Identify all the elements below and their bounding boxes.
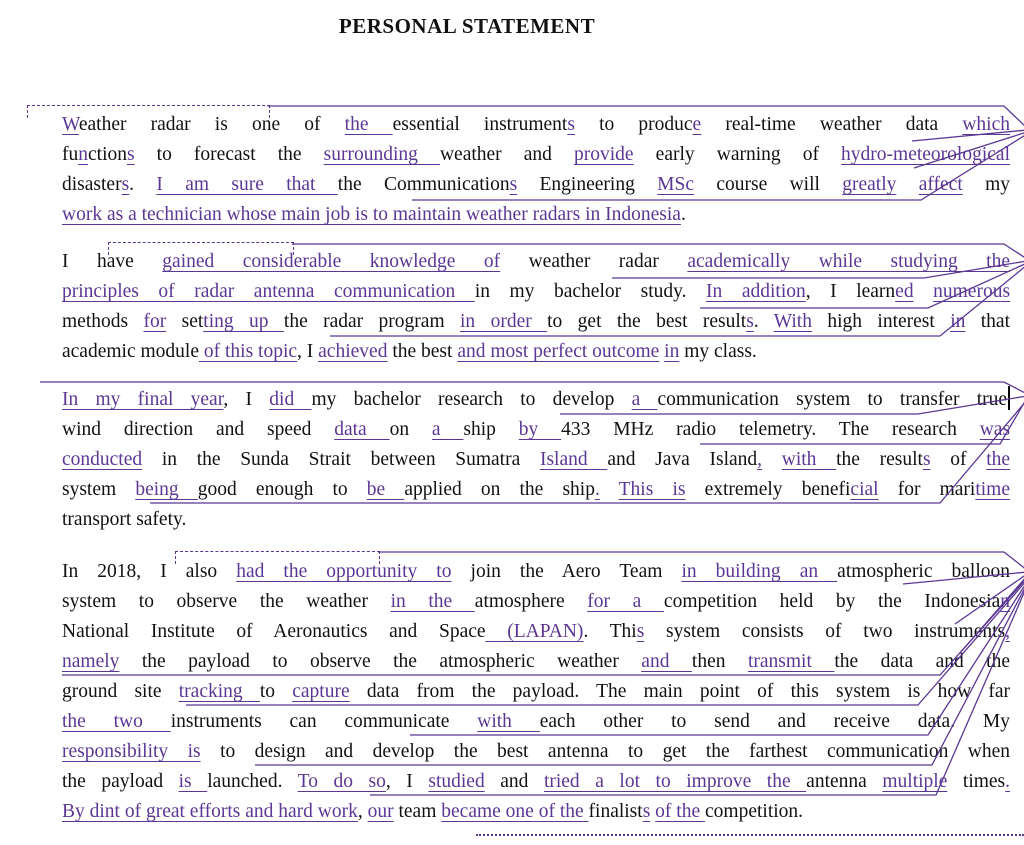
text-run: wind direction and speed xyxy=(62,419,335,440)
text-run: disaster xyxy=(62,174,122,195)
text-run: ction xyxy=(88,144,127,165)
inserted-text-run: and xyxy=(641,651,692,672)
inserted-text-run: by xyxy=(518,419,562,440)
text-run: ground site xyxy=(62,681,179,702)
inserted-text-run: Island xyxy=(539,449,608,470)
text-run: atmosphere xyxy=(474,591,588,612)
text-run: of xyxy=(930,449,987,470)
inserted-text-run: tracking xyxy=(178,681,260,702)
inserted-text-run: In my final year xyxy=(62,389,224,410)
text-line[interactable] xyxy=(62,617,1010,647)
text-run: the radar program xyxy=(283,311,461,332)
inserted-text-run: academically while studying the xyxy=(687,251,1011,272)
inserted-text-run: a xyxy=(631,389,658,410)
text-run: the payload xyxy=(62,771,179,792)
text-run: high interest xyxy=(811,311,951,332)
inserted-text-run: transmit xyxy=(747,651,835,672)
inserted-text-run: s xyxy=(746,311,754,332)
text-run: to produc xyxy=(574,114,693,135)
inserted-text-run: To do so xyxy=(297,771,386,792)
text-run: , I learn xyxy=(805,281,896,302)
text-run xyxy=(600,479,619,500)
text-run: team xyxy=(393,801,442,822)
text-run: antenna xyxy=(806,771,883,792)
text-line[interactable] xyxy=(62,707,1010,737)
text-run: 433 MHz radio telemetry. The research xyxy=(561,419,980,440)
text-run: finalist xyxy=(588,801,643,822)
inserted-text-run: ed xyxy=(895,281,914,302)
inserted-text-run: was xyxy=(979,419,1011,440)
inserted-text-run: did xyxy=(269,389,312,410)
comment-anchor-box-3[interactable] xyxy=(175,551,380,564)
text-line[interactable] xyxy=(62,445,1010,475)
text-run: weather radar xyxy=(500,251,688,272)
text-run: , I xyxy=(385,771,429,792)
text-run: launched. xyxy=(207,771,298,792)
text-run: set xyxy=(166,311,204,332)
text-run: and xyxy=(484,771,544,792)
text-run: methods xyxy=(62,311,144,332)
inserted-text-run: in xyxy=(950,311,966,332)
text-run: , I xyxy=(223,389,270,410)
inserted-text-run: with xyxy=(781,449,837,470)
inserted-text-run: had the opportunity to xyxy=(236,561,452,582)
inserted-text-run: W xyxy=(62,114,79,135)
inserted-text-run: I am sure that xyxy=(156,174,338,195)
inserted-text-run: capture xyxy=(292,681,350,702)
text-run: system xyxy=(62,479,136,500)
paragraph-4 xyxy=(62,557,1010,827)
text-run: to forecast the xyxy=(134,144,324,165)
inserted-text-run: cial xyxy=(850,479,879,500)
paragraph-2 xyxy=(62,247,1010,367)
text-run: real-time weather data xyxy=(701,114,963,135)
inserted-text-run: in building an xyxy=(681,561,838,582)
inserted-text-run: In addition xyxy=(706,281,806,302)
text-run: each other to send and receive data. My xyxy=(539,711,1010,732)
text-run: National Institute of Aeronautics and Space xyxy=(62,621,486,642)
inserted-text-run: the two xyxy=(62,711,171,732)
text-line[interactable] xyxy=(62,200,1010,230)
text-run: communication system to transfer true xyxy=(657,389,1008,410)
inserted-text-run: a xyxy=(431,419,464,440)
document-title: PERSONAL STATEMENT xyxy=(338,14,596,38)
text-run: for mari xyxy=(878,479,976,500)
inserted-text-run: s xyxy=(509,174,518,195)
inserted-text-run: conducted xyxy=(62,449,143,470)
text-run: academic module xyxy=(62,341,199,362)
comment-anchor-box-1[interactable] xyxy=(27,105,270,118)
text-run: , I xyxy=(297,341,319,362)
text-run: Engineering xyxy=(517,174,658,195)
text-run xyxy=(896,174,918,195)
text-run: In 2018, I also xyxy=(62,561,237,582)
inserted-text-run: , xyxy=(1005,621,1010,642)
text-line[interactable] xyxy=(62,647,1010,677)
text-run: weather and xyxy=(439,144,575,165)
inserted-text-run: namely xyxy=(62,651,120,672)
inserted-text-run: in the xyxy=(390,591,475,612)
text-line[interactable] xyxy=(62,415,1010,445)
inserted-text-run: n xyxy=(78,144,88,165)
inserted-text-run: which xyxy=(962,114,1010,135)
text-run: instruments can communicate xyxy=(170,711,478,732)
text-run: , xyxy=(357,801,368,822)
inserted-text-run: the xyxy=(986,449,1011,470)
text-line[interactable] xyxy=(62,140,1010,170)
text-line[interactable] xyxy=(62,737,1010,767)
text-run: atmospheric balloon xyxy=(837,561,1011,582)
inserted-text-run: work as a technician whose main job is to maintain weather radars in Indonesia xyxy=(62,204,681,225)
inserted-text-run: principles of radar antenna communication xyxy=(62,281,475,302)
text-run: in my bachelor study. xyxy=(474,281,707,302)
text-line[interactable] xyxy=(62,505,1010,535)
text-run: and Java Island xyxy=(607,449,758,470)
text-run: to design and develop the best antenna to get the farthest communication when xyxy=(200,741,1011,762)
inserted-text-run: provide xyxy=(574,144,634,165)
text-line[interactable] xyxy=(62,337,1010,367)
text-run: data from the payload. The main point of this system is how far xyxy=(349,681,1011,702)
inserted-text-run: MSc xyxy=(657,174,695,195)
inserted-text-run: in xyxy=(664,341,680,362)
text-cursor xyxy=(1008,386,1010,410)
inserted-text-run: achieved xyxy=(318,341,388,362)
inserted-text-run: By dint of great efforts and hard work xyxy=(62,801,358,822)
inserted-text-run: multiple xyxy=(882,771,948,792)
text-run: applied on the ship xyxy=(404,479,595,500)
inserted-text-run: time xyxy=(975,479,1010,500)
text-line[interactable] xyxy=(62,587,1010,617)
inserted-text-run: n xyxy=(1000,591,1010,612)
text-run xyxy=(914,281,934,302)
text-run: the result xyxy=(836,449,923,470)
inserted-text-run: responsibility is xyxy=(62,741,201,762)
inserted-text-run: became one of the xyxy=(441,801,589,822)
text-run: extremely benefi xyxy=(685,479,851,500)
inserted-text-run: and most perfect outcome xyxy=(457,341,660,362)
text-run: ship xyxy=(463,419,519,440)
text-run: . xyxy=(753,311,774,332)
text-run: essential instrument xyxy=(392,114,568,135)
text-line[interactable] xyxy=(62,277,1010,307)
inserted-text-run: (LAPAN) xyxy=(485,621,584,642)
text-run: . xyxy=(129,174,157,195)
inserted-text-run: surrounding xyxy=(323,144,440,165)
text-run: join the Aero Team xyxy=(451,561,682,582)
inserted-text-run: numerous xyxy=(933,281,1011,302)
text-run: course will xyxy=(694,174,843,195)
text-line[interactable] xyxy=(62,307,1010,337)
text-run: good enough to xyxy=(197,479,367,500)
inserted-text-run: with xyxy=(477,711,540,732)
text-line[interactable] xyxy=(62,677,1010,707)
text-line[interactable] xyxy=(62,475,1010,505)
inserted-text-run: s xyxy=(127,144,135,165)
inserted-text-run: gained considerable knowledge of xyxy=(162,251,501,272)
text-line[interactable] xyxy=(62,170,1010,200)
text-run: in the Sunda Strait between Sumatra xyxy=(142,449,540,470)
comment-anchor-box-2[interactable] xyxy=(108,242,294,255)
text-run: early warning of xyxy=(633,144,842,165)
text-run: . Thi xyxy=(583,621,637,642)
text-line[interactable] xyxy=(62,385,1010,415)
inserted-text-run: , xyxy=(757,449,763,470)
text-run: . xyxy=(680,204,686,225)
inserted-text-run: s xyxy=(567,114,575,135)
text-run: competition held by the Indonesia xyxy=(663,591,1001,612)
inserted-text-run: e xyxy=(692,114,702,135)
inserted-text-run: . xyxy=(1005,771,1011,792)
inserted-text-run: tried a lot to improve the xyxy=(543,771,807,792)
inserted-text-run: in order xyxy=(460,311,548,332)
text-run: on xyxy=(389,419,432,440)
text-run: that xyxy=(965,311,1010,332)
text-run: competition. xyxy=(705,801,804,822)
inserted-text-run: data xyxy=(334,419,390,440)
inserted-text-run: With xyxy=(773,311,812,332)
text-run: my class. xyxy=(679,341,757,362)
text-run: system to observe the weather xyxy=(62,591,391,612)
inserted-text-run: s xyxy=(642,801,651,822)
comment-anchor-box-bottom[interactable] xyxy=(476,834,1024,836)
inserted-text-run: . xyxy=(594,479,600,500)
text-line[interactable] xyxy=(62,797,1010,827)
inserted-text-run: of the xyxy=(655,801,705,822)
inserted-text-run: of this topic xyxy=(198,341,298,362)
inserted-text-run: being xyxy=(135,479,198,500)
text-run: transport safety. xyxy=(62,509,187,530)
inserted-text-run: s xyxy=(922,449,931,470)
text-run: the data and the xyxy=(834,651,1011,672)
text-run: I have xyxy=(62,251,163,272)
text-run: the best xyxy=(387,341,458,362)
inserted-text-run: greatly xyxy=(842,174,897,195)
inserted-text-run: be xyxy=(366,479,405,500)
inserted-text-run: ting up xyxy=(203,311,284,332)
paragraph-1 xyxy=(62,110,1010,230)
text-run: the Communication xyxy=(337,174,510,195)
inserted-text-run: This is xyxy=(618,479,686,500)
text-line[interactable] xyxy=(62,767,1010,797)
inserted-text-run: our xyxy=(367,801,394,822)
text-run: system consists of two instruments xyxy=(644,621,1006,642)
inserted-text-run: hydro-meteorological xyxy=(841,144,1010,165)
text-run: then xyxy=(691,651,748,672)
text-run: times xyxy=(947,771,1006,792)
inserted-text-run: s xyxy=(121,174,130,195)
inserted-text-run: affect xyxy=(918,174,963,195)
text-run: fu xyxy=(62,144,79,165)
inserted-text-run: studied xyxy=(428,771,485,792)
text-run: eather radar is one of xyxy=(78,114,345,135)
inserted-text-run: is xyxy=(178,771,208,792)
inserted-text-run: for a xyxy=(587,591,664,612)
inserted-text-run: the xyxy=(344,114,393,135)
paragraph-3 xyxy=(62,385,1010,535)
text-run: my bachelor research to develop xyxy=(311,389,632,410)
inserted-text-run: for xyxy=(143,311,167,332)
inserted-text-run: s xyxy=(636,621,645,642)
text-run xyxy=(762,449,782,470)
text-run: to get the best result xyxy=(547,311,747,332)
text-run: my xyxy=(962,174,1011,195)
text-run: to xyxy=(259,681,293,702)
text-run: the payload to observe the atmospheric weather xyxy=(119,651,642,672)
